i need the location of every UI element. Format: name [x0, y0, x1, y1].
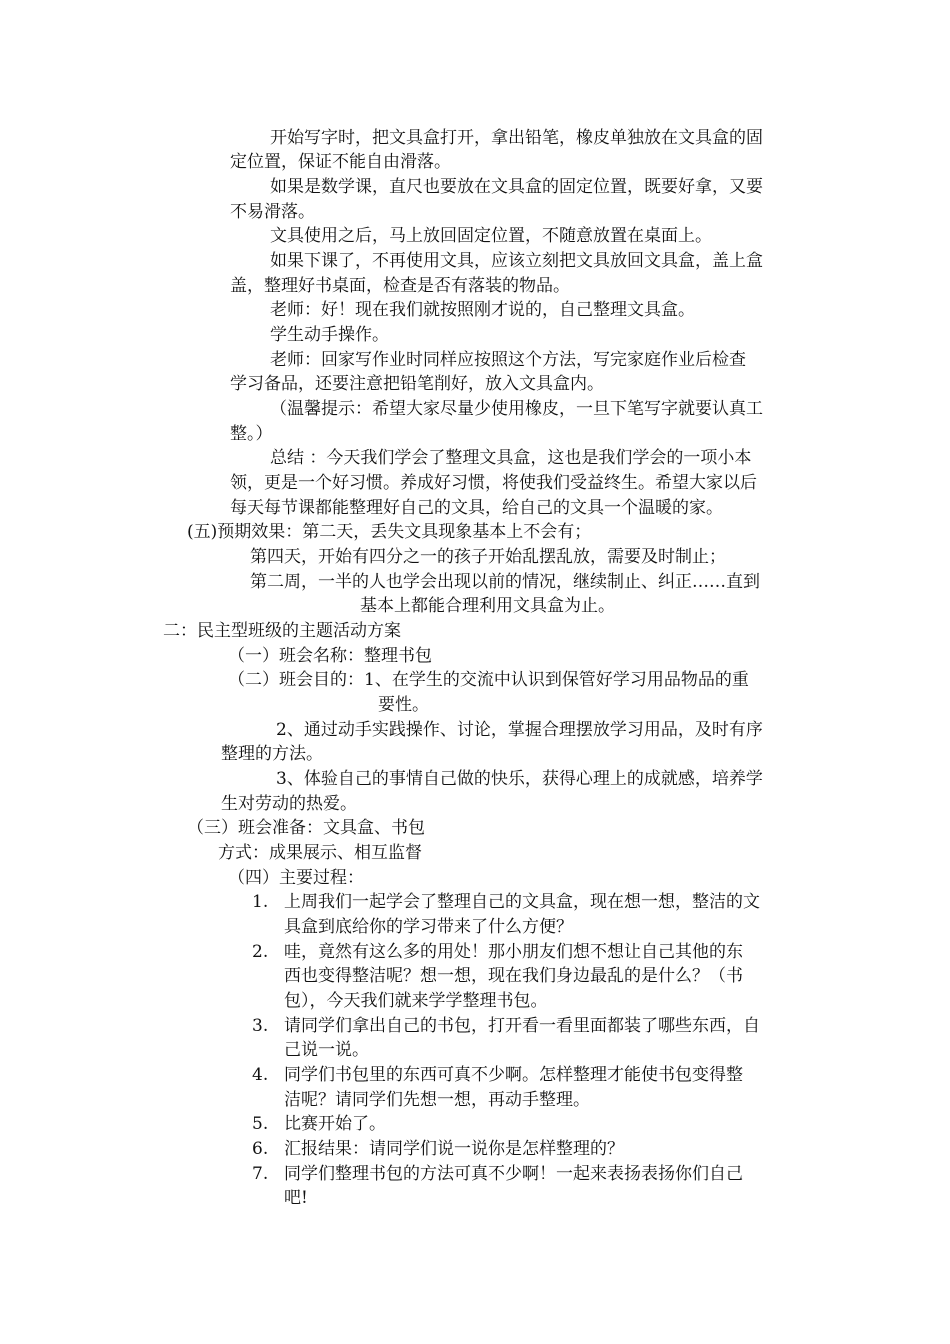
list-item: 包），今天我们就来学学整理书包。 [284, 991, 548, 1011]
list-item: 汇报结果：请同学们说一说你是怎样整理的？ [284, 1139, 624, 1159]
list-number: 2. [252, 942, 269, 962]
section-heading: 二：民主型班级的主题活动方案 [163, 621, 401, 641]
list-number: 1. [252, 892, 269, 912]
paragraph-line: （温馨提示：希望大家尽量少使用橡皮，一旦下笔写字就要认真工 [270, 399, 763, 419]
list-number: 7. [252, 1164, 269, 1184]
paragraph-line: 领，更是一个好习惯。养成好习惯，将使我们受益终生。希望大家以后 [230, 473, 757, 493]
list-item: 己说一说。 [284, 1040, 369, 1060]
paragraph-line: 学生动手操作。 [270, 325, 389, 345]
paragraph-line: 整理的方法。 [221, 744, 323, 764]
paragraph-line: 第二周，一半的人也学会出现以前的情况，继续制止、纠正……直到 [250, 572, 760, 592]
paragraph-line: 要性。 [378, 695, 429, 715]
paragraph-line: 生对劳动的热爱。 [221, 794, 357, 814]
list-item: 比赛开始了。 [284, 1114, 386, 1134]
paragraph-line: 3、体验自己的事情自己做的快乐，获得心理上的成就感，培养学 [276, 769, 763, 789]
list-item: 洁呢？请同学们先想一想，再动手整理。 [284, 1090, 590, 1110]
paragraph-line: 如果下课了，不再使用文具，应该立刻把文具放回文具盒，盖上盒 [270, 251, 763, 271]
meeting-preparation: （三）班会准备：文具盒、书包 [187, 818, 425, 838]
list-item: 同学们整理书包的方法可真不少啊！一起来表扬表扬你们自己 [284, 1164, 743, 1184]
list-number: 3. [252, 1016, 269, 1036]
paragraph-line: 盖，整理好书桌面，检查是否有落装的物品。 [230, 276, 570, 296]
list-number: 6. [252, 1139, 269, 1159]
expected-effect-heading: (五)预期效果：第二天，丢失文具现象基本上不会有； [187, 522, 592, 542]
paragraph-line: 第四天，开始有四分之一的孩子开始乱摆乱放，需要及时制止； [250, 547, 726, 567]
paragraph-line: 文具使用之后，马上放回固定位置，不随意放置在桌面上。 [270, 226, 712, 246]
list-item: 哇，竟然有这么多的用处！那小朋友们想不想让自己其他的东 [284, 942, 743, 962]
list-item: 上周我们一起学会了整理自己的文具盒，现在想一想，整洁的文 [284, 892, 760, 912]
paragraph-line: 基本上都能合理利用文具盒为止。 [360, 596, 615, 616]
list-item: 请同学们拿出自己的书包，打开看一看里面都装了哪些东西，自 [284, 1016, 760, 1036]
meeting-method: 方式：成果展示、相互监督 [218, 843, 422, 863]
list-number: 4. [252, 1065, 269, 1085]
paragraph-line: 不易滑落。 [230, 202, 315, 222]
paragraph-line: 如果是数学课，直尺也要放在文具盒的固定位置，既要好拿，又要 [270, 177, 763, 197]
paragraph-line: 整。） [230, 424, 273, 444]
main-process-heading: （四）主要过程： [228, 868, 364, 888]
paragraph-line: 学习备品，还要注意把铅笔削好，放入文具盒内。 [230, 374, 604, 394]
list-item: 吧! [284, 1188, 308, 1208]
meeting-name: （一）班会名称：整理书包 [228, 646, 432, 666]
paragraph-line: 开始写字时，把文具盒打开，拿出铅笔，橡皮单独放在文具盒的固 [270, 128, 763, 148]
paragraph-line: 老师：回家写作业时同样应按照这个方法，写完家庭作业后检查 [270, 350, 746, 370]
paragraph-line: 老师：好！现在我们就按照刚才说的，自己整理文具盒。 [270, 300, 695, 320]
meeting-goal: （二）班会目的：1、在学生的交流中认识到保管好学习用品物品的重 [228, 670, 749, 690]
paragraph-line: 定位置，保证不能自由滑落。 [230, 152, 451, 172]
list-item: 具盒到底给你的学习带来了什么方便？ [284, 917, 573, 937]
paragraph-line: 2、通过动手实践操作、讨论，掌握合理摆放学习用品，及时有序 [276, 720, 763, 740]
list-item: 西也变得整洁呢？想一想，现在我们身边最乱的是什么？（书 [284, 966, 743, 986]
paragraph-line: 每天每节课都能整理好自己的文具，给自己的文具一个温暖的家。 [230, 498, 723, 518]
paragraph-line: 总结 ：今天我们学会了整理文具盒，这也是我们学会的一项小本 [270, 448, 752, 468]
list-number: 5. [252, 1114, 269, 1134]
list-item: 同学们书包里的东西可真不少啊。怎样整理才能使书包变得整 [284, 1065, 743, 1085]
